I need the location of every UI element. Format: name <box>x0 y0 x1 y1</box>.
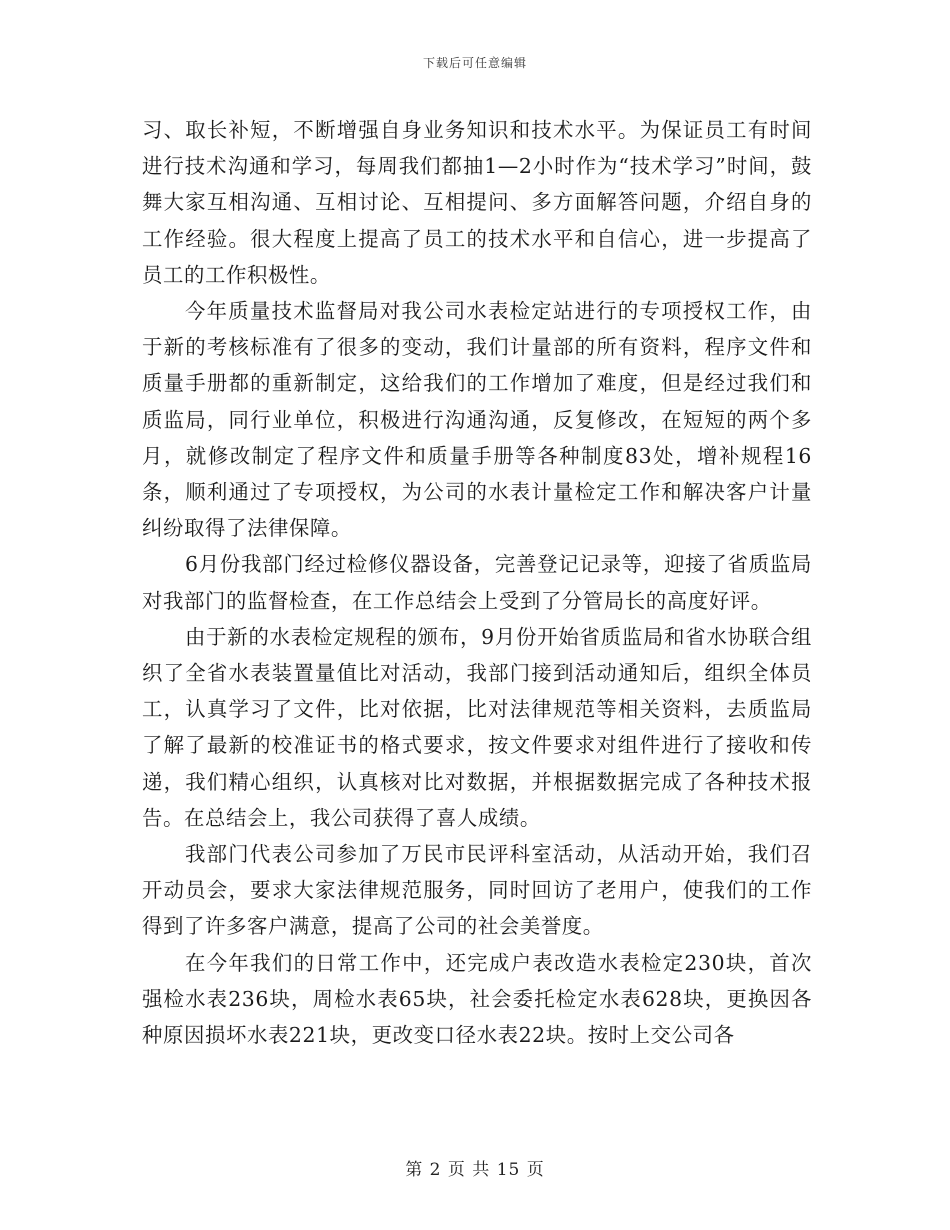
paragraph-june-inspection: 6月份我部门经过检修仪器设备，完善登记记录等，迎接了省质监局对我部门的监督检查，在工作总结会上受到了分管局长的高度好评。 <box>142 552 812 613</box>
page-number-footer: 第 2 页 共 15 页 <box>405 1160 545 1180</box>
paragraph-continued: 习、取长补短，不断增强自身业务知识和技术水平。为保证员工有时间进行技术沟通和学习，每周我们都抽1—2小时作为“技术学习”时间，鼓舞大家互相沟通、互相讨论、互相提问、多方面解答问题，介绍自身的工作经验。很大程度上提高了员工的技术水平和自信心，进一步提高了员工的工作积极性。 <box>142 118 812 287</box>
document-body <box>142 112 812 1053</box>
paragraph-evaluation-activity: 我部门代表公司参加了万民市民评科室活动，从活动开始，我们召开动员会，要求大家法律规范服务，同时回访了老用户，使我们的工作得到了许多客户满意，提高了公司的社会美誉度。 <box>142 842 812 939</box>
header-note: 下载后可任意编辑 <box>422 56 527 70</box>
paragraph-authorization: 今年质量技术监督局对我公司水表检定站进行的专项授权工作，由于新的考核标准有了很多的变动，我们计量部的所有资料，程序文件和质量手册都的重新制定，这给我们的工作增加了难度，但是经过我们和质监局，同行业单位，积极进行沟通沟通，反复修改，在短短的两个多月，就修改制定了程序文件和质量手册等各种制度83处，增补规程16条，顺利通过了专项授权，为公司的水表计量检定工作和解决客户计量纠纷取得了法律保障。 <box>142 299 812 541</box>
paragraph-comparison-activity: 由于新的水表检定规程的颁布，9月份开始省质监局和省水协联合组织了全省水表装置量值比对活动，我部门接到活动通知后，组织全体员工，认真学习了文件，比对依据，比对法律规范等相关资料，去质监局了解了最新的校准证书的格式要求，按文件要求对组件进行了接收和传递，我们精心组织，认真核对比对数据，并根据数据完成了各种技术报告。在总结会上，我公司获得了喜人成绩。 <box>142 624 812 830</box>
paragraph-daily-work: 在今年我们的日常工作中，还完成户表改造水表检定230块，首次强检水表236块，周检水表65块，社会委托检定水表628块，更换因各种原因损坏水表221块，更改变口径水表22块。按时上交公司各 <box>142 950 812 1048</box>
